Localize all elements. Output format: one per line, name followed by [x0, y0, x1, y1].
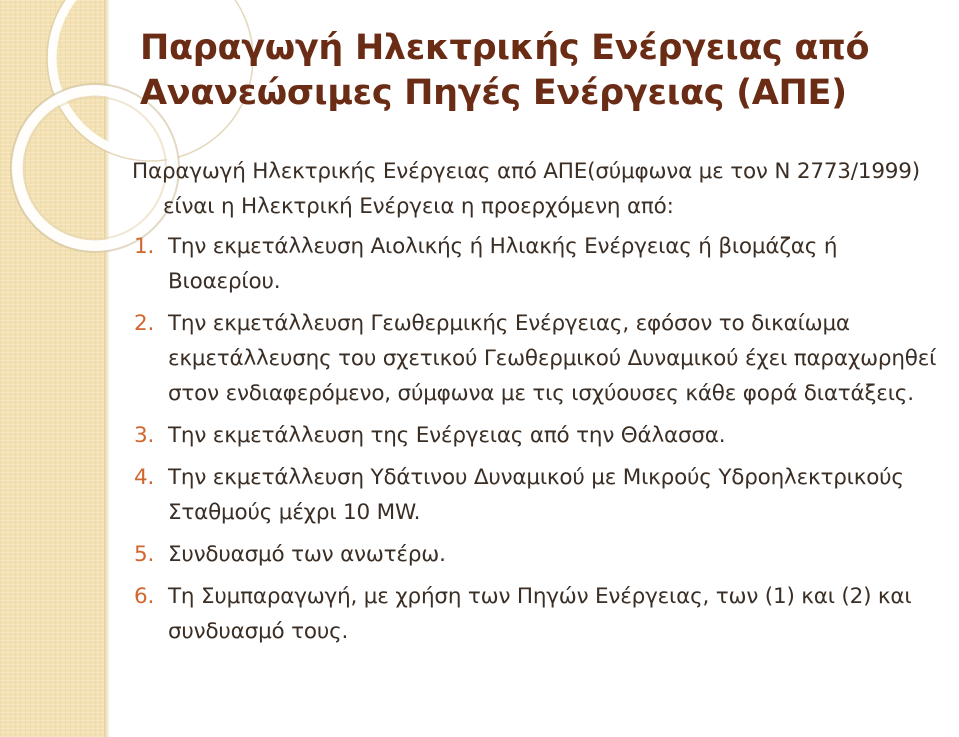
list-number: 5.: [134, 542, 155, 567]
list-number: 1.: [134, 234, 155, 259]
list-text: Την εκμετάλλευση της Ενέργειας από την Θάλασσα.: [168, 423, 726, 448]
list-item: [130, 229, 950, 299]
title-line-2: Ανανεώσιμες Πηγές Ενέργειας (ΑΠΕ): [140, 73, 847, 113]
list-item: [130, 537, 950, 572]
list-text: Συνδυασμό των ανωτέρω.: [168, 542, 446, 567]
title-line-1: Παραγωγή Ηλεκτρικής Ενέργειας από: [140, 28, 870, 68]
slide-title: [140, 26, 955, 116]
list-item: [130, 579, 950, 649]
list-number: 4.: [134, 465, 155, 490]
list-text: Την εκμετάλλευση Αιολικής ή Ηλιακής Ενέργειας ή βιομάζας ή Βιοαερίου.: [168, 234, 838, 294]
list-item: [130, 418, 950, 453]
list-number: 6.: [134, 584, 155, 609]
list-text: Την εκμετάλλευση Γεωθερμικής Ενέργειας, εφόσον το δικαίωμα εκμετάλλευσης του σχετικού Γεωθερμικού Δυναμικού έχει παραχωρηθεί στον ενδιαφερόμενο, σύμφωνα με τις ισχύουσες κάθε φορά διατάξεις.: [168, 311, 937, 406]
list-number: 2.: [134, 311, 155, 336]
list-item: [130, 460, 950, 530]
intro-paragraph: Παραγωγή Ηλεκτρικής Ενέργειας από ΑΠΕ(σύμφωνα με τον Ν 2773/1999) είναι η Ηλεκτρική Ενέργεια η προερχόμενη από:: [132, 159, 920, 219]
slide-body: [130, 154, 950, 656]
list-number: 3.: [134, 423, 155, 448]
list-text: Τη Συμπαραγωγή, με χρήση των Πηγών Ενέργειας, των (1) και (2) και συνδυασμό τους.: [168, 584, 912, 644]
list-text: Την εκμετάλλευση Υδάτινου Δυναμικού με Μικρούς Υδροηλεκτρικούς Σταθμούς μέχρι 10 MW.: [168, 465, 904, 525]
list-item: [130, 306, 950, 411]
